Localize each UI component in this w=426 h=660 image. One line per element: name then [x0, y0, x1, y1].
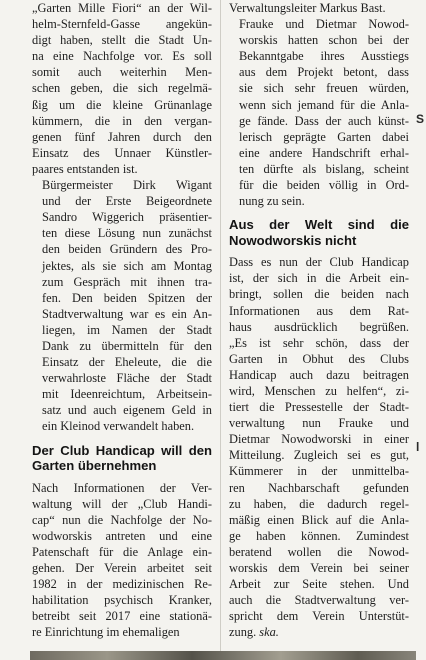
text-line: Dietmar Nowodworski in einer [229, 432, 409, 447]
text-line: zum Gespräch mit ihnen tra- [42, 274, 212, 289]
paragraph-intro [32, 0, 212, 177]
adjacent-column-edge [416, 0, 426, 660]
text-line: nung zu sein. [239, 194, 305, 209]
text-line: 1982 in der medizinischen Re- [32, 577, 212, 592]
text-line: Sandro Wiggerich präsentier- [42, 210, 212, 225]
text-line: Mitteilung. Zugleich sei es gut, [229, 448, 409, 463]
text-line: kümmern, die in den vergan- [32, 113, 212, 128]
text-line: habilitation psychisch Kranker, [32, 593, 212, 608]
text-line: sie sich sehr freuen würden, [239, 81, 409, 96]
text-line: Bürgermeister Dirk Wigant [42, 178, 212, 193]
text-line: Garten in Obhut des Clubs [229, 351, 409, 366]
text-line: fen. Den beiden Spitzen der [42, 290, 212, 305]
text-line: Arbeit zur Seite stehen. Und [229, 577, 409, 592]
text-line: tiert die Pressestelle der Stadt- [229, 400, 409, 415]
text-line: digt haben, stellt die Stadt Un- [32, 33, 212, 48]
text-line: schen geben, die sich regelmä- [32, 81, 212, 96]
paragraph-club-info [32, 480, 212, 641]
text-line: satz und auch eigenem Geld in [42, 403, 212, 418]
text-line: spricht dem Verein Unterstüt- [229, 609, 409, 624]
text-line: wodworskis antreten und eine [32, 528, 212, 543]
text-line: beratend wollen die Nowod- [229, 544, 409, 559]
text-line: Patenschaft für die Anlage ein- [32, 544, 212, 559]
text-line: zu haben, die dadurch regel- [229, 496, 409, 511]
text-line: ge haben können. Zumindest [229, 528, 409, 543]
text-line: re Einrichtung im ehemaligen [32, 625, 180, 640]
paragraph-club-handicap-quote [229, 254, 409, 640]
text-line: ge fände. Dass der auch künst- [239, 113, 409, 128]
text-line: Dass es nun der Club Handicap [229, 255, 409, 270]
text-line: Frauke und Dietmar Nowod- [239, 17, 409, 32]
text-line: paares entstanden ist. [32, 161, 138, 176]
text-line: haus ausdrücklich begrüßen. [229, 319, 409, 334]
text-line: na eine Nachfolge vor. Es soll [32, 49, 212, 64]
text-line: „Garten Mille Fiori“ an der Wil- [32, 1, 212, 15]
text-line: Handicap auch dazu beitragen [229, 367, 409, 382]
text-line: gehen. Der Verein arbeitet seit [32, 561, 212, 575]
text-line: wird, Menschen zu helfen“, zi- [229, 383, 409, 398]
paragraph-nowodworskis [229, 16, 409, 209]
edge-fragment: S [416, 112, 425, 126]
text-line: Dank zu übermitteln für den [42, 338, 212, 353]
text-line: Nach Informationen der Ver- [32, 480, 212, 495]
photo-edge [30, 651, 416, 660]
text-line: Einsatz der Eheleute, die die [42, 355, 212, 370]
text-line: liegen, im Namen der Stadt [42, 322, 212, 337]
text-line: zung. ska. [229, 625, 279, 640]
article-left-column [32, 0, 212, 640]
paragraph-mayor [32, 177, 212, 435]
text-line: Verwaltungsleiter Markus Bast. [229, 1, 386, 15]
text-line: worskis hatten schon bei der [239, 33, 409, 48]
text-line: worskis dem Verein bei seiner [229, 561, 409, 575]
text-line: bringt, sollen die beiden nach [229, 287, 409, 302]
text-line: ten dürfte als bislang, scheint [239, 161, 409, 176]
text-line: ten diese Lösung nun zunächst [42, 226, 212, 241]
text-line: auch die Stadtverwaltung ver- [229, 593, 409, 608]
text-line: aus dem Projekt betont, dass [239, 65, 409, 80]
text-line: somit auch weiterhin Men- [32, 65, 212, 80]
text-line: und der Erste Beigeordnete [42, 194, 212, 209]
text-line: waltung will der „Club Handi- [32, 496, 212, 511]
text-line: mäßig einen Blick auf die Anla- [229, 512, 409, 527]
text-line: „Es ist sehr schön, dass der [229, 335, 409, 350]
text-line: jektes, als sie sich am Montag [42, 258, 212, 273]
text-line: den beiden Gründern des Pro- [42, 242, 212, 257]
edge-fragment: l [416, 440, 420, 454]
text-line: cap“ nun die Nachfolge der No- [32, 512, 212, 527]
text-line: Kümmerer in der unmittelba- [229, 464, 409, 479]
text-line: betreibt seit 2017 eine stationä- [32, 609, 212, 624]
subheading-nowodworskis: Aus der Welt sind die Nowodworskis nicht [229, 217, 409, 248]
text-line: ßig um die kleine Grünanlage [32, 97, 212, 112]
text-line: Bekanntgabe ihres Ausstiegs [239, 49, 409, 64]
paragraph-continued [229, 0, 409, 16]
text-line: ist, der sich in die Arbeit ein- [229, 271, 409, 286]
text-line: verwahrloste Fläche der Stadt [42, 371, 212, 386]
text-line: mit Ideenreichtum, Arbeitsein- [42, 387, 212, 402]
text-line: Einsatz des Unnaer Künstler- [32, 145, 212, 160]
text-line: lerisch geprägte Garten dabei [239, 129, 409, 144]
author-signature: ska. [256, 625, 279, 640]
text-line: helm-Sternfeld-Gasse angekün- [32, 17, 212, 32]
text-line: ren Nachbarschaft gefunden [229, 480, 409, 495]
text-line: genen fünf Jahren durch den [32, 129, 212, 144]
text-line: Informationen aus dem Rat- [229, 303, 409, 318]
text-line: wenn sich jemand für die Anla- [239, 97, 409, 112]
text-line: ein Kleinod verwandelt haben. [42, 419, 195, 434]
text-line: für die beiden völlig in Ord- [239, 178, 409, 193]
column-divider [220, 0, 221, 660]
text-line: verwaltung nun Frauke und [229, 416, 409, 431]
text-line: eine andere Handschrift erhal- [239, 145, 409, 160]
article-right-column [229, 0, 409, 640]
subheading-club-handicap: Der Club Handicap will den Garten übernehmen [32, 442, 212, 474]
text-line: Stadtverwaltung war es ein An- [42, 306, 212, 321]
